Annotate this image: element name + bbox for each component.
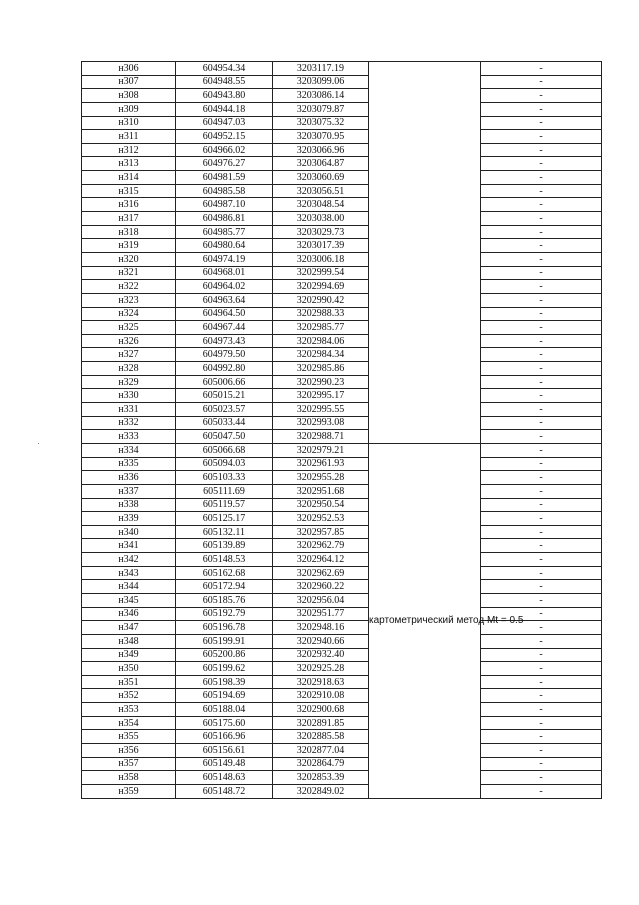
y-coordinate-cell: 3202962.69: [273, 566, 369, 580]
x-coordinate-cell: 605066.68: [176, 443, 273, 457]
y-coordinate-cell: 3203086.14: [273, 89, 369, 103]
y-coordinate-cell: 3203017.39: [273, 239, 369, 253]
table-row: [82, 539, 602, 553]
table-row: [82, 744, 602, 758]
point-id-cell: н327: [82, 348, 176, 362]
x-coordinate-cell: 604974.19: [176, 252, 273, 266]
table-row: [82, 266, 602, 280]
table-row: [82, 648, 602, 662]
point-id-cell: н329: [82, 375, 176, 389]
note-cell: -: [481, 703, 602, 717]
point-id-cell: н337: [82, 484, 176, 498]
point-id-cell: н343: [82, 566, 176, 580]
table-row: [82, 321, 602, 335]
note-cell: -: [481, 280, 602, 294]
note-cell: -: [481, 662, 602, 676]
x-coordinate-cell: 604966.02: [176, 143, 273, 157]
y-coordinate-cell: 3202951.77: [273, 607, 369, 621]
point-id-cell: н342: [82, 553, 176, 567]
y-coordinate-cell: 3203117.19: [273, 62, 369, 76]
point-id-cell: н354: [82, 716, 176, 730]
note-cell: -: [481, 553, 602, 567]
point-id-cell: н351: [82, 675, 176, 689]
point-id-cell: н328: [82, 362, 176, 376]
point-id-cell: н323: [82, 293, 176, 307]
point-id-cell: н325: [82, 321, 176, 335]
y-coordinate-cell: 3203060.69: [273, 171, 369, 185]
note-cell: -: [481, 62, 602, 76]
point-id-cell: н309: [82, 102, 176, 116]
table-row: [82, 512, 602, 526]
x-coordinate-cell: 604948.55: [176, 75, 273, 89]
y-coordinate-cell: 3203070.95: [273, 130, 369, 144]
x-coordinate-cell: 605198.39: [176, 675, 273, 689]
note-cell: -: [481, 689, 602, 703]
table-row: [82, 157, 602, 171]
y-coordinate-cell: 3202979.21: [273, 443, 369, 457]
point-id-cell: н326: [82, 334, 176, 348]
point-id-cell: н310: [82, 116, 176, 130]
table-row: [82, 566, 602, 580]
table-row: [82, 403, 602, 417]
y-coordinate-cell: 3202932.40: [273, 648, 369, 662]
scan-speck: [38, 443, 39, 444]
point-id-cell: н350: [82, 662, 176, 676]
table-row: [82, 662, 602, 676]
point-id-cell: н346: [82, 607, 176, 621]
note-cell: -: [481, 89, 602, 103]
table-row: [82, 553, 602, 567]
note-cell: -: [481, 266, 602, 280]
point-id-cell: н344: [82, 580, 176, 594]
y-coordinate-cell: 3202957.85: [273, 525, 369, 539]
x-coordinate-cell: 605119.57: [176, 498, 273, 512]
note-cell: -: [481, 430, 602, 444]
x-coordinate-cell: 604968.01: [176, 266, 273, 280]
x-coordinate-cell: 605006.66: [176, 375, 273, 389]
point-id-cell: н357: [82, 757, 176, 771]
table-row: [82, 375, 602, 389]
y-coordinate-cell: 3202951.68: [273, 484, 369, 498]
y-coordinate-cell: 3203006.18: [273, 252, 369, 266]
y-coordinate-cell: 3202995.17: [273, 389, 369, 403]
x-coordinate-cell: 605196.78: [176, 621, 273, 635]
y-coordinate-cell: 3203099.06: [273, 75, 369, 89]
table-row: [82, 703, 602, 717]
point-id-cell: н355: [82, 730, 176, 744]
x-coordinate-cell: 604987.10: [176, 198, 273, 212]
x-coordinate-cell: 604947.03: [176, 116, 273, 130]
table-row: [82, 621, 602, 635]
table-row: [82, 525, 602, 539]
table-row: [82, 130, 602, 144]
x-coordinate-cell: 605023.57: [176, 403, 273, 417]
x-coordinate-cell: 605199.62: [176, 662, 273, 676]
note-cell: -: [481, 184, 602, 198]
table-row: [82, 143, 602, 157]
y-coordinate-cell: 3202988.33: [273, 307, 369, 321]
point-id-cell: н352: [82, 689, 176, 703]
y-coordinate-cell: 3202990.23: [273, 375, 369, 389]
y-coordinate-cell: 3203048.54: [273, 198, 369, 212]
table-row: [82, 784, 602, 798]
table-row: [82, 730, 602, 744]
y-coordinate-cell: 3203066.96: [273, 143, 369, 157]
y-coordinate-cell: 3202990.42: [273, 293, 369, 307]
x-coordinate-cell: 605185.76: [176, 593, 273, 607]
y-coordinate-cell: 3202918.63: [273, 675, 369, 689]
point-id-cell: н306: [82, 62, 176, 76]
x-coordinate-cell: 605166.96: [176, 730, 273, 744]
table-row: [82, 430, 602, 444]
table-row: [82, 689, 602, 703]
x-coordinate-cell: 604967.44: [176, 321, 273, 335]
table-row: [82, 252, 602, 266]
x-coordinate-cell: 605033.44: [176, 416, 273, 430]
point-id-cell: н332: [82, 416, 176, 430]
point-id-cell: н348: [82, 634, 176, 648]
x-coordinate-cell: 605194.69: [176, 689, 273, 703]
table-row: [82, 593, 602, 607]
table-row: [82, 607, 602, 621]
x-coordinate-cell: 605199.91: [176, 634, 273, 648]
point-id-cell: н320: [82, 252, 176, 266]
y-coordinate-cell: 3202993.08: [273, 416, 369, 430]
point-id-cell: н358: [82, 771, 176, 785]
y-coordinate-cell: 3202988.71: [273, 430, 369, 444]
y-coordinate-cell: 3202877.04: [273, 744, 369, 758]
point-id-cell: н359: [82, 784, 176, 798]
x-coordinate-cell: 605148.72: [176, 784, 273, 798]
note-cell: -: [481, 593, 602, 607]
table-row: [82, 334, 602, 348]
note-cell: -: [481, 457, 602, 471]
x-coordinate-cell: 604980.64: [176, 239, 273, 253]
coordinates-table: [81, 61, 602, 799]
table-row: [82, 757, 602, 771]
table-row: [82, 89, 602, 103]
point-id-cell: н356: [82, 744, 176, 758]
y-coordinate-cell: 3202955.28: [273, 471, 369, 485]
x-coordinate-cell: 604976.27: [176, 157, 273, 171]
table-row: [82, 471, 602, 485]
point-id-cell: н349: [82, 648, 176, 662]
x-coordinate-cell: 605188.04: [176, 703, 273, 717]
table-row: [82, 443, 602, 457]
x-coordinate-cell: 604954.34: [176, 62, 273, 76]
method-cell: картометрический метод Mt = 0.5: [369, 443, 481, 798]
note-cell: -: [481, 730, 602, 744]
note-cell: -: [481, 484, 602, 498]
note-cell: -: [481, 252, 602, 266]
y-coordinate-cell: 3202885.58: [273, 730, 369, 744]
point-id-cell: н316: [82, 198, 176, 212]
note-cell: -: [481, 157, 602, 171]
point-id-cell: н322: [82, 280, 176, 294]
table-row: [82, 348, 602, 362]
x-coordinate-cell: 604944.18: [176, 102, 273, 116]
table-row: [82, 280, 602, 294]
y-coordinate-cell: 3203064.87: [273, 157, 369, 171]
note-cell: -: [481, 744, 602, 758]
note-cell: -: [481, 634, 602, 648]
y-coordinate-cell: 3202995.55: [273, 403, 369, 417]
point-id-cell: н336: [82, 471, 176, 485]
y-coordinate-cell: 3202910.08: [273, 689, 369, 703]
note-cell: -: [481, 443, 602, 457]
x-coordinate-cell: 604973.43: [176, 334, 273, 348]
x-coordinate-cell: 605172.94: [176, 580, 273, 594]
x-coordinate-cell: 604986.81: [176, 212, 273, 226]
note-cell: -: [481, 675, 602, 689]
note-cell: -: [481, 102, 602, 116]
x-coordinate-cell: 605149.48: [176, 757, 273, 771]
table-row: [82, 484, 602, 498]
y-coordinate-cell: 3202984.34: [273, 348, 369, 362]
note-cell: -: [481, 171, 602, 185]
x-coordinate-cell: 605139.89: [176, 539, 273, 553]
note-cell: -: [481, 539, 602, 553]
y-coordinate-cell: 3202853.39: [273, 771, 369, 785]
x-coordinate-cell: 604992.80: [176, 362, 273, 376]
y-coordinate-cell: 3202952.53: [273, 512, 369, 526]
note-cell: -: [481, 416, 602, 430]
note-cell: -: [481, 143, 602, 157]
x-coordinate-cell: 604985.58: [176, 184, 273, 198]
y-coordinate-cell: 3202849.02: [273, 784, 369, 798]
note-cell: -: [481, 321, 602, 335]
note-cell: -: [481, 716, 602, 730]
table-row: [82, 116, 602, 130]
y-coordinate-cell: 3202950.54: [273, 498, 369, 512]
x-coordinate-cell: 605148.63: [176, 771, 273, 785]
point-id-cell: н324: [82, 307, 176, 321]
note-cell: -: [481, 75, 602, 89]
table-row: [82, 771, 602, 785]
note-cell: -: [481, 771, 602, 785]
note-cell: -: [481, 648, 602, 662]
y-coordinate-cell: 3203075.32: [273, 116, 369, 130]
note-cell: -: [481, 239, 602, 253]
x-coordinate-cell: 605094.03: [176, 457, 273, 471]
y-coordinate-cell: 3203029.73: [273, 225, 369, 239]
point-id-cell: н333: [82, 430, 176, 444]
note-cell: -: [481, 525, 602, 539]
note-cell: -: [481, 307, 602, 321]
point-id-cell: н312: [82, 143, 176, 157]
table-row: [82, 675, 602, 689]
y-coordinate-cell: 3202925.28: [273, 662, 369, 676]
x-coordinate-cell: 605015.21: [176, 389, 273, 403]
y-coordinate-cell: 3202960.22: [273, 580, 369, 594]
note-cell: -: [481, 225, 602, 239]
table-row: [82, 716, 602, 730]
x-coordinate-cell: 605162.68: [176, 566, 273, 580]
x-coordinate-cell: 604964.02: [176, 280, 273, 294]
y-coordinate-cell: 3203056.51: [273, 184, 369, 198]
note-cell: -: [481, 375, 602, 389]
table-row: [82, 212, 602, 226]
table-row: [82, 239, 602, 253]
y-coordinate-cell: 3202964.12: [273, 553, 369, 567]
point-id-cell: н308: [82, 89, 176, 103]
y-coordinate-cell: 3202994.69: [273, 280, 369, 294]
table-row: [82, 580, 602, 594]
note-cell: -: [481, 784, 602, 798]
point-id-cell: н345: [82, 593, 176, 607]
x-coordinate-cell: 605175.60: [176, 716, 273, 730]
table-row: [82, 184, 602, 198]
note-cell: -: [481, 212, 602, 226]
table-row: [82, 389, 602, 403]
point-id-cell: н347: [82, 621, 176, 635]
y-coordinate-cell: 3202985.77: [273, 321, 369, 335]
x-coordinate-cell: 605047.50: [176, 430, 273, 444]
note-cell: -: [481, 757, 602, 771]
x-coordinate-cell: 604963.64: [176, 293, 273, 307]
x-coordinate-cell: 605156.61: [176, 744, 273, 758]
note-cell: -: [481, 403, 602, 417]
x-coordinate-cell: 604979.50: [176, 348, 273, 362]
note-cell: -: [481, 198, 602, 212]
x-coordinate-cell: 604981.59: [176, 171, 273, 185]
note-cell: -: [481, 566, 602, 580]
note-cell: -: [481, 348, 602, 362]
y-coordinate-cell: 3202891.85: [273, 716, 369, 730]
y-coordinate-cell: 3203038.00: [273, 212, 369, 226]
table-row: [82, 416, 602, 430]
note-cell: -: [481, 130, 602, 144]
note-cell: -: [481, 621, 602, 635]
x-coordinate-cell: 605125.17: [176, 512, 273, 526]
y-coordinate-cell: 3202961.93: [273, 457, 369, 471]
note-cell: -: [481, 471, 602, 485]
note-cell: -: [481, 116, 602, 130]
table-row: [82, 457, 602, 471]
x-coordinate-cell: 605192.79: [176, 607, 273, 621]
note-cell: -: [481, 334, 602, 348]
x-coordinate-cell: 605103.33: [176, 471, 273, 485]
x-coordinate-cell: 605200.86: [176, 648, 273, 662]
y-coordinate-cell: 3202984.06: [273, 334, 369, 348]
table-row: [82, 498, 602, 512]
point-id-cell: н341: [82, 539, 176, 553]
point-id-cell: н330: [82, 389, 176, 403]
point-id-cell: н339: [82, 512, 176, 526]
x-coordinate-cell: 604943.80: [176, 89, 273, 103]
point-id-cell: н315: [82, 184, 176, 198]
x-coordinate-cell: 605132.11: [176, 525, 273, 539]
note-cell: -: [481, 293, 602, 307]
note-cell: -: [481, 389, 602, 403]
table-row: [82, 171, 602, 185]
point-id-cell: н317: [82, 212, 176, 226]
point-id-cell: н331: [82, 403, 176, 417]
y-coordinate-cell: 3202948.16: [273, 621, 369, 635]
x-coordinate-cell: 604964.50: [176, 307, 273, 321]
note-cell: -: [481, 498, 602, 512]
y-coordinate-cell: 3202962.79: [273, 539, 369, 553]
point-id-cell: н321: [82, 266, 176, 280]
point-id-cell: н307: [82, 75, 176, 89]
point-id-cell: н353: [82, 703, 176, 717]
note-cell: -: [481, 607, 602, 621]
x-coordinate-cell: 605148.53: [176, 553, 273, 567]
note-cell: -: [481, 580, 602, 594]
y-coordinate-cell: 3202985.86: [273, 362, 369, 376]
point-id-cell: н311: [82, 130, 176, 144]
y-coordinate-cell: 3202900.68: [273, 703, 369, 717]
table-row: [82, 634, 602, 648]
x-coordinate-cell: 604985.77: [176, 225, 273, 239]
table-row: [82, 102, 602, 116]
y-coordinate-cell: 3202999.54: [273, 266, 369, 280]
table-row: [82, 75, 602, 89]
y-coordinate-cell: 3202956.04: [273, 593, 369, 607]
y-coordinate-cell: 3202940.66: [273, 634, 369, 648]
table-row: [82, 293, 602, 307]
table-row: [82, 198, 602, 212]
y-coordinate-cell: 3202864.79: [273, 757, 369, 771]
method-cell-upper: [369, 62, 481, 444]
table-row: [82, 362, 602, 376]
note-cell: -: [481, 362, 602, 376]
table-row: [82, 225, 602, 239]
note-cell: -: [481, 512, 602, 526]
table-row: [82, 307, 602, 321]
point-id-cell: н335: [82, 457, 176, 471]
point-id-cell: н314: [82, 171, 176, 185]
point-id-cell: н313: [82, 157, 176, 171]
coordinates-table-body: [82, 62, 602, 799]
point-id-cell: н340: [82, 525, 176, 539]
y-coordinate-cell: 3203079.87: [273, 102, 369, 116]
table-row: [82, 62, 602, 76]
point-id-cell: н334: [82, 443, 176, 457]
x-coordinate-cell: 604952.15: [176, 130, 273, 144]
point-id-cell: н338: [82, 498, 176, 512]
x-coordinate-cell: 605111.69: [176, 484, 273, 498]
point-id-cell: н318: [82, 225, 176, 239]
point-id-cell: н319: [82, 239, 176, 253]
